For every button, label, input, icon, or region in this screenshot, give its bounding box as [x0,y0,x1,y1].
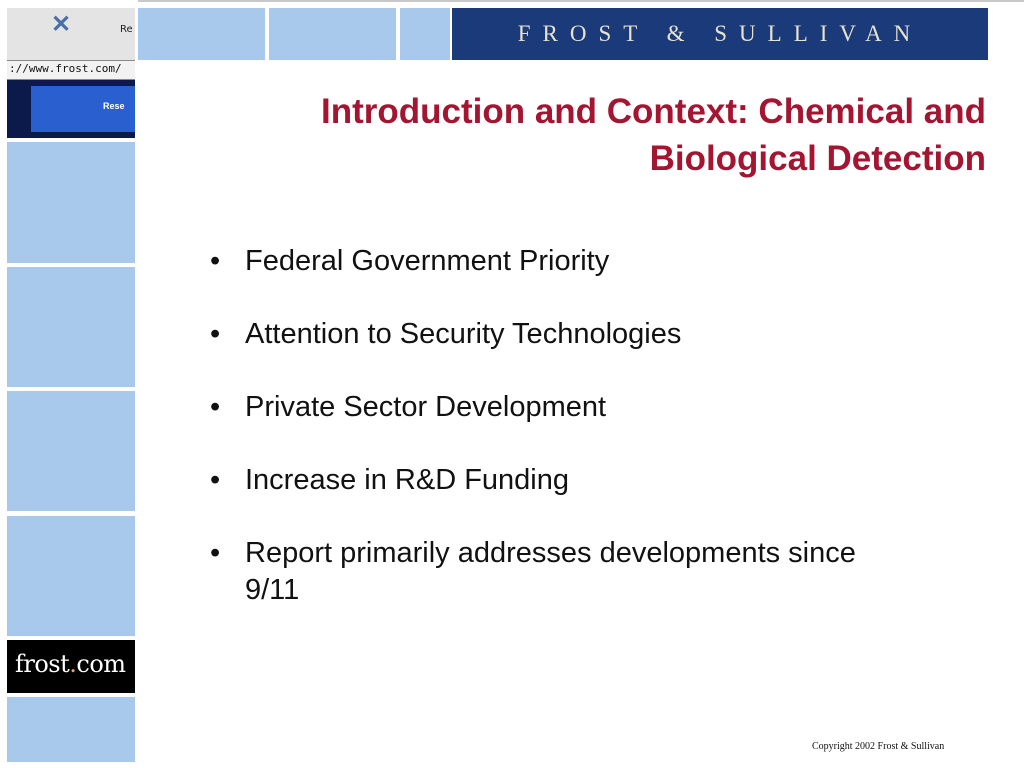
sidebar-tile [7,516,135,636]
title-line-1: Introduction and Context: Chemical and [320,92,986,131]
bullet-item [210,535,895,609]
bullet-marker: • [210,318,221,350]
title-line-2: Biological Detection [649,139,986,178]
header-tile [400,8,450,60]
bullet-item [210,243,910,280]
bullet-marker: • [210,464,221,496]
sidebar-tile [7,267,135,387]
logo-text: frost.com [15,650,126,678]
bullet-marker: • [210,391,221,423]
copyright-text: Copyright 2002 Frost & Sullivan [812,741,945,752]
page-button-text: Rese [103,101,125,111]
frost-com-logo [7,640,135,693]
bullet-marker: • [210,537,221,569]
brand-name: FROST & SULLIVAN [517,21,923,46]
tab-text: Re [120,24,133,35]
sidebar-tile [7,391,135,511]
sidebar-tile [7,697,135,762]
bullet-text: Increase in R&D Funding [245,464,569,496]
bullet-text: Federal Government Priority [245,245,610,277]
bullet-item [210,462,910,499]
bullet-text: Attention to Security Technologies [245,318,682,350]
slide-title [186,88,986,182]
sidebar-tile [7,142,135,263]
header-divider [138,0,1024,2]
bullet-list [210,243,910,645]
close-icon: ✕ [51,11,72,38]
header-tile [138,8,265,60]
left-sidebar [0,0,138,768]
bullet-text: Report primarily addresses developments since 9/11 [245,537,856,606]
bullet-marker: • [210,245,221,277]
website-screenshot-image [7,8,135,138]
header-tile [269,8,396,60]
address-url: ://www.frost.com/ [9,62,122,75]
brand-banner [452,8,988,60]
bullet-text: Private Sector Development [245,391,607,423]
bullet-item [210,389,910,426]
bullet-item [210,316,910,353]
